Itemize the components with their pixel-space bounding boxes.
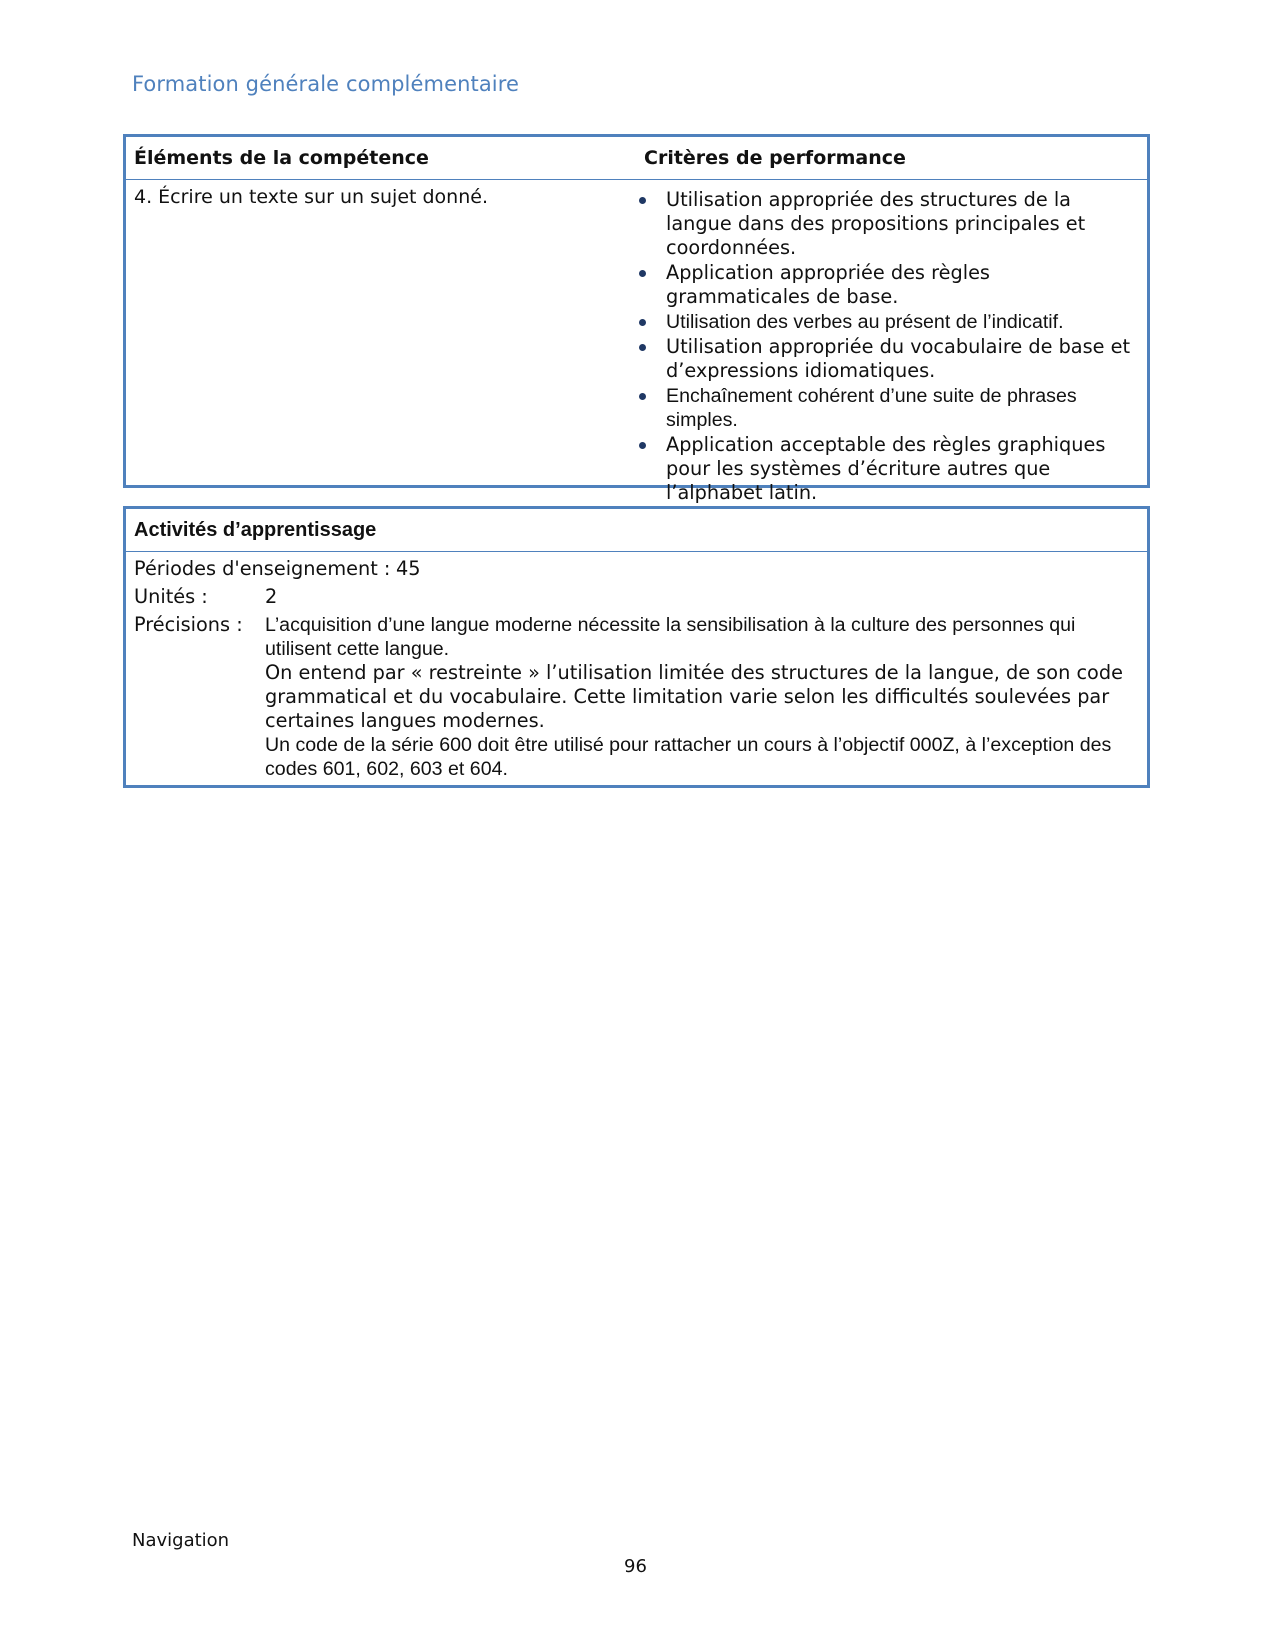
list-item: Enchaînement cohérent d’une suite de phrases simples. bbox=[636, 384, 1136, 432]
precisions-label: Précisions : bbox=[134, 613, 243, 636]
periods-label: Périodes d'enseignement : bbox=[134, 557, 391, 580]
bullet-icon bbox=[639, 197, 646, 204]
precision-paragraph: L’acquisition d’une langue moderne nécessite la sensibilisation à la culture des personnes qui utilisent cette langue. bbox=[265, 614, 1076, 660]
units-row bbox=[134, 585, 1139, 609]
precisions-row bbox=[134, 613, 1139, 781]
competence-table-header bbox=[126, 137, 1147, 180]
bullet-icon bbox=[639, 319, 646, 326]
list-item: Utilisation appropriée des structures de la langue dans des propositions principales et coordonnées. bbox=[636, 188, 1136, 260]
footer-navigation-link[interactable]: Navigation bbox=[132, 1530, 230, 1551]
list-item: Utilisation des verbes au présent de l’indicatif. bbox=[636, 310, 1136, 334]
activities-table bbox=[123, 506, 1150, 788]
precision-paragraph: On entend par « restreinte » l’utilisation limitée des structures de la langue, de son code grammatical et du vocabulaire. Cette limitation varie selon les difficultés soulevées par certaines langues modernes. bbox=[265, 661, 1123, 732]
page-number: 96 bbox=[624, 1556, 647, 1577]
column-header-criteria: Critères de performance bbox=[644, 147, 906, 169]
precision-paragraph: Un code de la série 600 doit être utilisé pour rattacher un cours à l’objectif 000Z, à l’exception des codes 601, 602, 603 et 604. bbox=[265, 734, 1112, 780]
periods-row bbox=[134, 557, 1139, 581]
page-title: Formation générale complémentaire bbox=[132, 72, 520, 96]
list-item: Application acceptable des règles graphiques pour les systèmes d’écriture autres que l’alphabet latin. bbox=[636, 433, 1136, 505]
criteria-list bbox=[636, 188, 1136, 505]
competence-element: 4. Écrire un texte sur un sujet donné. bbox=[134, 186, 488, 208]
units-value: 2 bbox=[265, 585, 278, 608]
units-label: Unités : bbox=[134, 585, 208, 608]
list-item: Utilisation appropriée du vocabulaire de base et d’expressions idiomatiques. bbox=[636, 335, 1136, 383]
activities-title: Activités d’apprentissage bbox=[126, 509, 1147, 552]
bullet-icon bbox=[639, 344, 646, 351]
list-item: Application appropriée des règles grammaticales de base. bbox=[636, 261, 1136, 309]
competence-table bbox=[123, 134, 1150, 504]
bullet-icon bbox=[639, 393, 646, 400]
bullet-icon bbox=[639, 442, 646, 449]
bullet-icon bbox=[639, 270, 646, 277]
column-header-elements: Éléments de la compétence bbox=[134, 147, 429, 169]
table-row bbox=[126, 180, 1147, 506]
periods-value: 45 bbox=[396, 557, 421, 580]
